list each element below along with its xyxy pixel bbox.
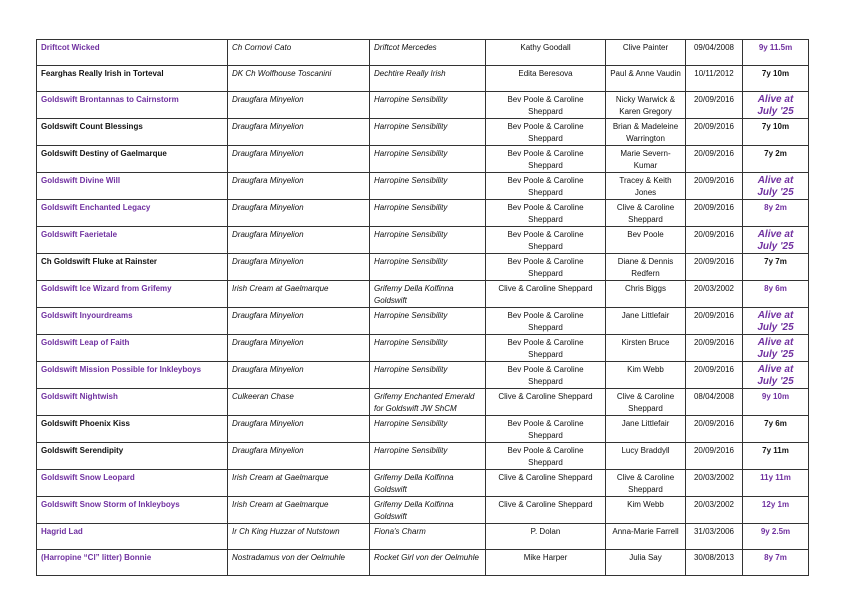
owner-cell: Julia Say bbox=[606, 550, 686, 576]
breeder-cell: Bev Poole & Caroline Sheppard bbox=[486, 227, 606, 254]
dam-cell: Harropine Sensibility bbox=[370, 308, 486, 335]
owner-cell: Brian & Madeleine Warrington bbox=[606, 119, 686, 146]
dog-name-cell: Goldswift Nightwish bbox=[37, 389, 228, 416]
dam-cell: Harropine Sensibility bbox=[370, 119, 486, 146]
table-body bbox=[37, 40, 809, 576]
date-of-birth-cell: 09/04/2008 bbox=[686, 40, 743, 66]
breeder-cell: Edita Beresova bbox=[486, 66, 606, 92]
dam-cell: Fiona's Charm bbox=[370, 524, 486, 550]
table-row bbox=[37, 550, 809, 576]
owner-cell: Bev Poole bbox=[606, 227, 686, 254]
table-row bbox=[37, 92, 809, 119]
owner-cell: Marie Severn-Kumar bbox=[606, 146, 686, 173]
owner-cell: Nicky Warwick & Karen Gregory bbox=[606, 92, 686, 119]
owner-cell: Paul & Anne Vaudin bbox=[606, 66, 686, 92]
breeder-cell: Bev Poole & Caroline Sheppard bbox=[486, 443, 606, 470]
owner-cell: Kim Webb bbox=[606, 497, 686, 524]
age-at-death-cell: Alive at July '25 bbox=[743, 308, 809, 335]
sire-cell: Draugfara Minyelion bbox=[228, 227, 370, 254]
dam-cell: Harropine Sensibility bbox=[370, 335, 486, 362]
date-of-birth-cell: 08/04/2008 bbox=[686, 389, 743, 416]
sire-cell: Irish Cream at Gaelmarque bbox=[228, 497, 370, 524]
dam-cell: Harropine Sensibility bbox=[370, 416, 486, 443]
breeder-cell: Bev Poole & Caroline Sheppard bbox=[486, 308, 606, 335]
dam-cell: Grifemy Enchanted Emerald for Goldswift JW ShCM bbox=[370, 389, 486, 416]
dam-cell: Grifemy Della Kolfinna Goldswift bbox=[370, 470, 486, 497]
dam-cell: Harropine Sensibility bbox=[370, 173, 486, 200]
owner-cell: Jane Littlefair bbox=[606, 416, 686, 443]
dog-name-cell: Goldswift Enchanted Legacy bbox=[37, 200, 228, 227]
sire-cell: DK Ch Wolfhouse Toscanini bbox=[228, 66, 370, 92]
table-row bbox=[37, 497, 809, 524]
date-of-birth-cell: 20/09/2016 bbox=[686, 416, 743, 443]
table-row bbox=[37, 254, 809, 281]
dog-name-cell: Goldswift Serendipity bbox=[37, 443, 228, 470]
age-at-death-cell: 9y 11.5m bbox=[743, 40, 809, 66]
date-of-birth-cell: 10/11/2012 bbox=[686, 66, 743, 92]
date-of-birth-cell: 20/09/2016 bbox=[686, 146, 743, 173]
age-at-death-cell: 7y 10m bbox=[743, 119, 809, 146]
age-at-death-cell: 7y 6m bbox=[743, 416, 809, 443]
dog-name-cell: (Harropine “Cl” litter) Bonnie bbox=[37, 550, 228, 576]
dog-name-cell: Driftcot Wicked bbox=[37, 40, 228, 66]
sire-cell: Draugfara Minyelion bbox=[228, 308, 370, 335]
breeder-cell: Bev Poole & Caroline Sheppard bbox=[486, 254, 606, 281]
sire-cell: Draugfara Minyelion bbox=[228, 200, 370, 227]
dam-cell: Grifemy Della Kolfinna Goldswift bbox=[370, 497, 486, 524]
owner-cell: Diane & Dennis Redfern bbox=[606, 254, 686, 281]
date-of-birth-cell: 20/09/2016 bbox=[686, 119, 743, 146]
table-row bbox=[37, 389, 809, 416]
age-at-death-cell: 8y 6m bbox=[743, 281, 809, 308]
dog-name-cell: Goldswift Divine Will bbox=[37, 173, 228, 200]
dog-name-cell: Goldswift Phoenix Kiss bbox=[37, 416, 228, 443]
date-of-birth-cell: 30/08/2013 bbox=[686, 550, 743, 576]
age-at-death-cell: 7y 2m bbox=[743, 146, 809, 173]
date-of-birth-cell: 20/09/2016 bbox=[686, 173, 743, 200]
table-row bbox=[37, 524, 809, 550]
date-of-birth-cell: 20/09/2016 bbox=[686, 200, 743, 227]
sire-cell: Draugfara Minyelion bbox=[228, 173, 370, 200]
owner-cell: Kirsten Bruce bbox=[606, 335, 686, 362]
dam-cell: Harropine Sensibility bbox=[370, 443, 486, 470]
dam-cell: Harropine Sensibility bbox=[370, 227, 486, 254]
dam-cell: Driftcot Mercedes bbox=[370, 40, 486, 66]
date-of-birth-cell: 20/03/2002 bbox=[686, 470, 743, 497]
dam-cell: Harropine Sensibility bbox=[370, 92, 486, 119]
breeder-cell: Bev Poole & Caroline Sheppard bbox=[486, 146, 606, 173]
sire-cell: Draugfara Minyelion bbox=[228, 146, 370, 173]
date-of-birth-cell: 20/09/2016 bbox=[686, 308, 743, 335]
dam-cell: Rocket Girl von der Oelmuhle bbox=[370, 550, 486, 576]
age-at-death-cell: 7y 11m bbox=[743, 443, 809, 470]
table-row bbox=[37, 443, 809, 470]
dog-name-cell: Ch Goldswift Fluke at Rainster bbox=[37, 254, 228, 281]
age-at-death-cell: 9y 10m bbox=[743, 389, 809, 416]
date-of-birth-cell: 20/09/2016 bbox=[686, 335, 743, 362]
age-at-death-cell: 8y 2m bbox=[743, 200, 809, 227]
dog-name-cell: Goldswift Leap of Faith bbox=[37, 335, 228, 362]
sire-cell: Draugfara Minyelion bbox=[228, 443, 370, 470]
breeder-cell: Bev Poole & Caroline Sheppard bbox=[486, 416, 606, 443]
dog-name-cell: Goldswift Count Blessings bbox=[37, 119, 228, 146]
date-of-birth-cell: 31/03/2006 bbox=[686, 524, 743, 550]
breeder-cell: Bev Poole & Caroline Sheppard bbox=[486, 119, 606, 146]
age-at-death-cell: 7y 10m bbox=[743, 66, 809, 92]
dam-cell: Dechtire Really Irish bbox=[370, 66, 486, 92]
owner-cell: Tracey & Keith Jones bbox=[606, 173, 686, 200]
age-at-death-cell: Alive at July '25 bbox=[743, 92, 809, 119]
date-of-birth-cell: 20/03/2002 bbox=[686, 281, 743, 308]
breeder-cell: Bev Poole & Caroline Sheppard bbox=[486, 200, 606, 227]
dog-records-table bbox=[36, 39, 809, 576]
owner-cell: Chris Biggs bbox=[606, 281, 686, 308]
age-at-death-cell: Alive at July '25 bbox=[743, 362, 809, 389]
dam-cell: Harropine Sensibility bbox=[370, 362, 486, 389]
dog-name-cell: Goldswift Snow Leopard bbox=[37, 470, 228, 497]
sire-cell: Ir Ch King Huzzar of Nutstown bbox=[228, 524, 370, 550]
dog-name-cell: Goldswift Brontannas to Cairnstorm bbox=[37, 92, 228, 119]
sire-cell: Draugfara Minyelion bbox=[228, 254, 370, 281]
table-row bbox=[37, 416, 809, 443]
dog-name-cell: Goldswift Ice Wizard from Grifemy bbox=[37, 281, 228, 308]
sire-cell: Draugfara Minyelion bbox=[228, 416, 370, 443]
age-at-death-cell: Alive at July '25 bbox=[743, 335, 809, 362]
sire-cell: Draugfara Minyelion bbox=[228, 362, 370, 389]
sire-cell: Nostradamus von der Oelmuhle bbox=[228, 550, 370, 576]
table-row bbox=[37, 281, 809, 308]
breeder-cell: Clive & Caroline Sheppard bbox=[486, 389, 606, 416]
dam-cell: Harropine Sensibility bbox=[370, 146, 486, 173]
breeder-cell: Clive & Caroline Sheppard bbox=[486, 497, 606, 524]
table-row bbox=[37, 335, 809, 362]
dog-name-cell: Goldswift Faerietale bbox=[37, 227, 228, 254]
owner-cell: Clive & Caroline Sheppard bbox=[606, 470, 686, 497]
breeder-cell: Clive & Caroline Sheppard bbox=[486, 281, 606, 308]
owner-cell: Kim Webb bbox=[606, 362, 686, 389]
age-at-death-cell: Alive at July '25 bbox=[743, 173, 809, 200]
date-of-birth-cell: 20/09/2016 bbox=[686, 254, 743, 281]
dog-name-cell: Goldswift Snow Storm of Inkleyboys bbox=[37, 497, 228, 524]
owner-cell: Clive & Caroline Sheppard bbox=[606, 200, 686, 227]
sire-cell: Draugfara Minyelion bbox=[228, 92, 370, 119]
breeder-cell: Bev Poole & Caroline Sheppard bbox=[486, 92, 606, 119]
dog-name-cell: Goldswift Inyourdreams bbox=[37, 308, 228, 335]
age-at-death-cell: 7y 7m bbox=[743, 254, 809, 281]
sire-cell: Irish Cream at Gaelmarque bbox=[228, 281, 370, 308]
dog-name-cell: Fearghas Really Irish in Torteval bbox=[37, 66, 228, 92]
table-row bbox=[37, 40, 809, 66]
dam-cell: Grifemy Della Kolfinna Goldswift bbox=[370, 281, 486, 308]
dog-name-cell: Goldswift Mission Possible for Inkleyboys bbox=[37, 362, 228, 389]
date-of-birth-cell: 20/09/2016 bbox=[686, 92, 743, 119]
table-row bbox=[37, 362, 809, 389]
date-of-birth-cell: 20/09/2016 bbox=[686, 227, 743, 254]
breeder-cell: Mike Harper bbox=[486, 550, 606, 576]
age-at-death-cell: 9y 2.5m bbox=[743, 524, 809, 550]
breeder-cell: Clive & Caroline Sheppard bbox=[486, 470, 606, 497]
dam-cell: Harropine Sensibility bbox=[370, 254, 486, 281]
owner-cell: Clive & Caroline Sheppard bbox=[606, 389, 686, 416]
owner-cell: Lucy Braddyll bbox=[606, 443, 686, 470]
table-row bbox=[37, 146, 809, 173]
table-row bbox=[37, 173, 809, 200]
breeder-cell: P. Dolan bbox=[486, 524, 606, 550]
owner-cell: Jane Littlefair bbox=[606, 308, 686, 335]
table-row bbox=[37, 308, 809, 335]
breeder-cell: Kathy Goodall bbox=[486, 40, 606, 66]
table-row bbox=[37, 119, 809, 146]
table-row bbox=[37, 470, 809, 497]
date-of-birth-cell: 20/09/2016 bbox=[686, 362, 743, 389]
age-at-death-cell: 11y 11m bbox=[743, 470, 809, 497]
date-of-birth-cell: 20/09/2016 bbox=[686, 443, 743, 470]
owner-cell: Anna-Marie Farrell bbox=[606, 524, 686, 550]
sire-cell: Irish Cream at Gaelmarque bbox=[228, 470, 370, 497]
sire-cell: Draugfara Minyelion bbox=[228, 119, 370, 146]
dam-cell: Harropine Sensibility bbox=[370, 200, 486, 227]
sire-cell: Draugfara Minyelion bbox=[228, 335, 370, 362]
breeder-cell: Bev Poole & Caroline Sheppard bbox=[486, 335, 606, 362]
sire-cell: Culkeeran Chase bbox=[228, 389, 370, 416]
age-at-death-cell: Alive at July '25 bbox=[743, 227, 809, 254]
date-of-birth-cell: 20/03/2002 bbox=[686, 497, 743, 524]
table-row bbox=[37, 227, 809, 254]
breeder-cell: Bev Poole & Caroline Sheppard bbox=[486, 362, 606, 389]
dog-name-cell: Hagrid Lad bbox=[37, 524, 228, 550]
owner-cell: Clive Painter bbox=[606, 40, 686, 66]
table-row bbox=[37, 200, 809, 227]
breeder-cell: Bev Poole & Caroline Sheppard bbox=[486, 173, 606, 200]
sire-cell: Ch Cornovi Cato bbox=[228, 40, 370, 66]
dog-name-cell: Goldswift Destiny of Gaelmarque bbox=[37, 146, 228, 173]
age-at-death-cell: 12y 1m bbox=[743, 497, 809, 524]
age-at-death-cell: 8y 7m bbox=[743, 550, 809, 576]
table-row bbox=[37, 66, 809, 92]
